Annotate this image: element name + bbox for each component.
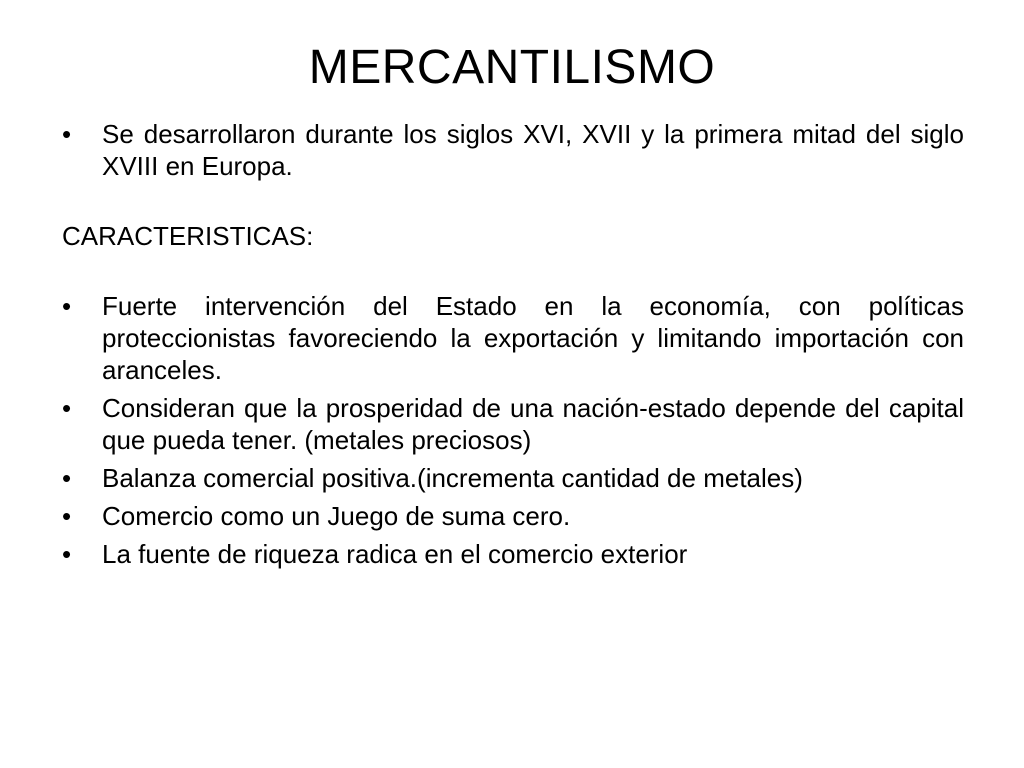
characteristics-list [62, 290, 964, 570]
list-item [62, 290, 964, 386]
intro-bullet [62, 118, 964, 182]
bullet-icon: • [62, 463, 72, 493]
bullet-icon: • [62, 393, 72, 423]
list-item [62, 538, 964, 570]
list-item-text: La fuente de riqueza radica en el comercio exterior [102, 539, 688, 569]
list-item-text: Consideran que la prosperidad de una nación-estado depende del capital que pueda tener. (metales preciosos) [102, 393, 964, 455]
list-item [62, 392, 964, 456]
intro-bullet-text: Se desarrollaron durante los siglos XVI, XVII y la primera mitad del siglo XVIII en Europa. [102, 119, 964, 181]
bullet-icon: • [62, 501, 72, 531]
list-item-text: Comercio como un Juego de suma cero. [102, 501, 571, 531]
list-item-text: Fuerte intervención del Estado en la economía, con políticas proteccionistas favoreciendo la exportación y limitando importación con aranceles. [102, 291, 964, 385]
bullet-icon: • [62, 291, 72, 321]
slide-body [62, 118, 964, 570]
bullet-icon: • [62, 119, 72, 149]
bullet-icon: • [62, 539, 72, 569]
list-item [62, 500, 964, 532]
slide-title: MERCANTILISMO [308, 41, 716, 94]
list-item [62, 462, 964, 494]
list-item-text: Balanza comercial positiva.(incrementa cantidad de metales) [102, 463, 803, 493]
section-heading: CARACTERISTICAS: [62, 221, 314, 251]
